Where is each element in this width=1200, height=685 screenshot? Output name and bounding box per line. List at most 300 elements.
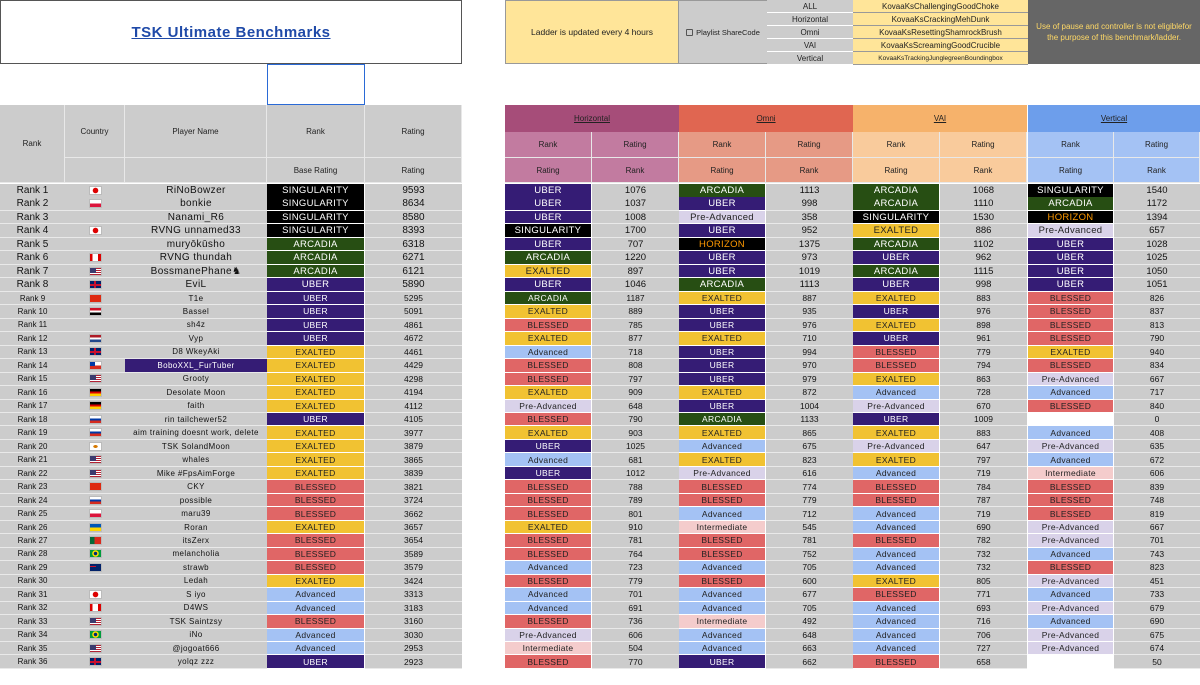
- category-rank-badge: UBER: [679, 319, 766, 333]
- category-rating: 826: [1114, 292, 1200, 306]
- overall-rank-badge: EXALTED: [267, 521, 365, 535]
- category-rating: 1068: [940, 184, 1027, 198]
- category-rating: 733: [1114, 588, 1200, 602]
- category-rating: 606: [592, 629, 679, 643]
- category-rating: 657: [1114, 224, 1200, 238]
- category-rating: 727: [940, 642, 1027, 656]
- flag-gb-icon: [89, 657, 102, 666]
- category-rating: 1004: [766, 400, 853, 414]
- overall-rating: 3313: [365, 588, 462, 602]
- category-rank-badge: BLESSED: [1028, 292, 1114, 306]
- category-rank-badge: EXALTED: [679, 292, 766, 306]
- overall-rating: 4461: [365, 346, 462, 360]
- country-cell: [65, 480, 125, 494]
- overall-rating: 5091: [365, 305, 462, 319]
- rank-label: Rank 12: [0, 332, 65, 346]
- playlist-code[interactable]: KovaaKsResettingShamrockBrush: [853, 26, 1028, 39]
- player-name[interactable]: RVNG unnamed33: [125, 224, 267, 238]
- category-rating: 648: [766, 629, 853, 643]
- overall-rank-badge: EXALTED: [267, 575, 365, 589]
- category-rank-badge: Advanced: [853, 507, 940, 521]
- rank-label: Rank 18: [0, 413, 65, 427]
- overall-rating: 3879: [365, 440, 462, 454]
- country-cell: [65, 278, 125, 292]
- category-rating: 648: [592, 400, 679, 414]
- category-rating: 961: [940, 332, 1027, 346]
- category-rank-badge: Pre-Advanced: [505, 629, 592, 643]
- rank-label: Rank 31: [0, 588, 65, 602]
- flag-us-icon: [89, 455, 102, 464]
- flag-us-icon: [89, 469, 102, 478]
- country-cell: [65, 521, 125, 535]
- rank-label: Rank 15: [0, 373, 65, 387]
- flag-cy-icon: [89, 442, 102, 451]
- category-rank-badge: Advanced: [853, 602, 940, 616]
- category-rating: 663: [766, 642, 853, 656]
- category-rating: 1102: [940, 238, 1027, 252]
- player-name-subheader: [125, 158, 267, 183]
- category-rating-header: Rating: [940, 132, 1027, 158]
- category-rank-badge: EXALTED: [853, 224, 940, 238]
- player-name[interactable]: yolqz zzz: [125, 655, 267, 669]
- category-rank-badge: Advanced: [1028, 453, 1114, 467]
- category-rank-badge: BLESSED: [1028, 359, 1114, 373]
- category-rating: 1133: [766, 413, 853, 427]
- overall-rank-badge: BLESSED: [267, 534, 365, 548]
- overall-rating: 3657: [365, 521, 462, 535]
- category-rank-badge: BLESSED: [679, 575, 766, 589]
- category-rank-badge: Advanced: [679, 440, 766, 454]
- category-rank-badge: BLESSED: [1028, 400, 1114, 414]
- category-rating: 743: [1114, 548, 1200, 562]
- category-rank-badge: BLESSED: [1028, 507, 1114, 521]
- category-rank-badge: Intermediate: [679, 521, 766, 535]
- flag-ru-icon: [89, 428, 102, 437]
- category-rank-badge: BLESSED: [853, 480, 940, 494]
- category-rating: 670: [940, 400, 1027, 414]
- table-row: [0, 494, 1200, 507]
- overall-rank-badge: BLESSED: [267, 494, 365, 508]
- category-rating: 616: [766, 467, 853, 481]
- category-rating: 788: [592, 480, 679, 494]
- category-rating: 865: [766, 426, 853, 440]
- overall-rating: 3724: [365, 494, 462, 508]
- player-name[interactable]: possible: [125, 494, 267, 508]
- overall-rank-badge: Advanced: [267, 629, 365, 643]
- player-name[interactable]: D8 WkeyAki: [125, 346, 267, 360]
- country-cell: [65, 629, 125, 643]
- rank-label: Rank 3: [0, 211, 65, 225]
- player-name[interactable]: Vyp: [125, 332, 267, 346]
- rank-label: Rank 30: [0, 575, 65, 589]
- category-rank-badge: BLESSED: [679, 480, 766, 494]
- category-rating: 823: [1114, 561, 1200, 575]
- player-name[interactable]: BoboXXL_FurTuber: [125, 359, 267, 373]
- grid-icon: [686, 29, 693, 36]
- player-name[interactable]: D4WS: [125, 602, 267, 616]
- category-rating: 1375: [766, 238, 853, 252]
- category-rank-badge: Pre-Advanced: [1028, 575, 1114, 589]
- flag-us-icon: [89, 267, 102, 276]
- category-rank-badge: Advanced: [505, 588, 592, 602]
- category-rating: 693: [940, 602, 1027, 616]
- flag-us-icon: [89, 617, 102, 626]
- player-name[interactable]: @jogoat666: [125, 642, 267, 656]
- country-cell: [65, 575, 125, 589]
- rank-label: Rank 24: [0, 494, 65, 508]
- rank-label: Rank 8: [0, 278, 65, 292]
- country-cell: [65, 534, 125, 548]
- category-title-horizontal[interactable]: Horizontal: [505, 105, 679, 132]
- table-row: [0, 332, 1200, 345]
- overall-rank-badge: ARCADIA: [267, 238, 365, 252]
- playlist-code[interactable]: KovaaKsTrackingJunglegreenBoundingbox: [853, 52, 1028, 65]
- rank-label: Rank 35: [0, 642, 65, 656]
- overall-rating: 9593: [365, 184, 462, 198]
- category-rating: 752: [766, 548, 853, 562]
- player-name[interactable]: RVNG thundah: [125, 251, 267, 265]
- table-row: [0, 373, 1200, 386]
- player-name[interactable]: T1e: [125, 292, 267, 306]
- category-rating: 1700: [592, 224, 679, 238]
- category-rank-badge: Advanced: [505, 602, 592, 616]
- category-rank-badge: EXALTED: [505, 521, 592, 535]
- category-rating: 0: [1114, 413, 1200, 427]
- table-row: [0, 440, 1200, 453]
- table-row: [0, 480, 1200, 493]
- category-subheader: Rank: [766, 158, 853, 183]
- category-rating: 779: [940, 346, 1027, 360]
- player-name[interactable]: faith: [125, 400, 267, 414]
- category-rank-badge: UBER: [505, 184, 592, 198]
- player-name[interactable]: iNo: [125, 629, 267, 643]
- category-rating: 909: [592, 386, 679, 400]
- category-rating: 728: [940, 386, 1027, 400]
- category-rank-badge: EXALTED: [679, 453, 766, 467]
- category-rating: 545: [766, 521, 853, 535]
- category-rating: 979: [766, 373, 853, 387]
- table-row: [0, 224, 1200, 237]
- category-rating: 1187: [592, 292, 679, 306]
- overall-rating: 4105: [365, 413, 462, 427]
- overall-rating: 3662: [365, 507, 462, 521]
- category-rank-badge: BLESSED: [505, 480, 592, 494]
- base-rating-header: Base Rating: [267, 158, 365, 183]
- flag-br-icon: [89, 630, 102, 639]
- country-cell: [65, 386, 125, 400]
- table-row: [0, 507, 1200, 520]
- player-name[interactable]: melancholia: [125, 548, 267, 562]
- category-rank-badge: BLESSED: [679, 548, 766, 562]
- player-name[interactable]: Bassel: [125, 305, 267, 319]
- playlist-code[interactable]: KovaaKsScreamingGoodCrucible: [853, 39, 1028, 52]
- category-rank-badge: UBER: [679, 265, 766, 279]
- category-rank-badge: Pre-Advanced: [1028, 224, 1114, 238]
- category-rating: 779: [592, 575, 679, 589]
- category-rating: 779: [766, 494, 853, 508]
- category-rank-badge: BLESSED: [853, 534, 940, 548]
- rank-label: Rank 25: [0, 507, 65, 521]
- playlist-code[interactable]: KovaaKsChallengingGoodChoke: [853, 0, 1028, 13]
- overall-rating: 3589: [365, 548, 462, 562]
- rank-label: Rank 13: [0, 346, 65, 360]
- country-cell: [65, 224, 125, 238]
- category-rating: 451: [1114, 575, 1200, 589]
- category-rank-badge: BLESSED: [1028, 305, 1114, 319]
- category-rank-badge: ARCADIA: [853, 265, 940, 279]
- flag-au-icon: [89, 563, 102, 572]
- player-name[interactable]: rin tailchewer52: [125, 413, 267, 427]
- category-rating: 701: [592, 588, 679, 602]
- overall-rating: 8634: [365, 197, 462, 211]
- table-row: [0, 184, 1200, 197]
- category-rating: 723: [592, 561, 679, 575]
- category-rank-badge: EXALTED: [853, 319, 940, 333]
- title-box: [0, 0, 462, 64]
- table-row: [0, 426, 1200, 439]
- country-cell: [65, 494, 125, 508]
- category-rank-badge: ARCADIA: [679, 413, 766, 427]
- category-rank-badge: EXALTED: [853, 292, 940, 306]
- overall-rating: 6121: [365, 265, 462, 279]
- category-rating: 1110: [940, 197, 1027, 211]
- table-row: [0, 386, 1200, 399]
- category-rank-badge: Advanced: [679, 629, 766, 643]
- country-cell: [65, 642, 125, 656]
- flag-ua-icon: [89, 523, 102, 532]
- player-name[interactable]: aim training doesnt work, delete: [125, 426, 267, 440]
- player-name[interactable]: TSK Saintzsy: [125, 615, 267, 629]
- table-row: [0, 400, 1200, 413]
- category-rank-badge: BLESSED: [853, 359, 940, 373]
- category-rank-badge: Advanced: [853, 386, 940, 400]
- playlist-category: Vertical: [767, 52, 853, 65]
- category-rank-badge: BLESSED: [1028, 332, 1114, 346]
- country-cell: [65, 251, 125, 265]
- category-rank-badge: Pre-Advanced: [1028, 642, 1114, 656]
- overall-rating: 2923: [365, 655, 462, 669]
- overall-rank-badge: Advanced: [267, 642, 365, 656]
- flag-ru-icon: [89, 415, 102, 424]
- flag-br-icon: [89, 549, 102, 558]
- country-cell: [65, 319, 125, 333]
- overall-rank-badge: EXALTED: [267, 346, 365, 360]
- category-rating: 787: [940, 494, 1027, 508]
- country-cell: [65, 305, 125, 319]
- category-rank-badge: UBER: [853, 332, 940, 346]
- category-rating: 662: [766, 655, 853, 669]
- flag-gb-icon: [89, 347, 102, 356]
- player-name[interactable]: BossmanePhane♞: [125, 265, 267, 279]
- category-rank-badge: BLESSED: [853, 494, 940, 508]
- category-rank-badge: Advanced: [679, 588, 766, 602]
- category-subheader: Rank: [1114, 158, 1200, 183]
- overall-rank-badge: SINGULARITY: [267, 224, 365, 238]
- category-rating: 504: [592, 642, 679, 656]
- playlist-category: Horizontal: [767, 13, 853, 26]
- category-rank-badge: BLESSED: [505, 507, 592, 521]
- country-subheader: [65, 158, 125, 183]
- overall-rank-badge: Advanced: [267, 602, 365, 616]
- category-rank-badge: UBER: [853, 251, 940, 265]
- category-rating: 1025: [1114, 251, 1200, 265]
- flag-pl-icon: [89, 509, 102, 518]
- category-rank-badge: Intermediate: [505, 642, 592, 656]
- category-rating: 801: [592, 507, 679, 521]
- country-cell: [65, 332, 125, 346]
- country-cell: [65, 467, 125, 481]
- player-name[interactable]: Nanami_R6: [125, 211, 267, 225]
- category-rank-badge: EXALTED: [505, 265, 592, 279]
- category-rating: 910: [592, 521, 679, 535]
- player-name[interactable]: Roran: [125, 521, 267, 535]
- category-rank-badge: UBER: [505, 238, 592, 252]
- category-rank-badge: UBER: [679, 251, 766, 265]
- category-rank-badge: BLESSED: [505, 373, 592, 387]
- table-row: [0, 238, 1200, 251]
- overall-rank-badge: SINGULARITY: [267, 197, 365, 211]
- category-rating: 701: [1114, 534, 1200, 548]
- flag-ca-icon: [89, 603, 102, 612]
- category-rating: 764: [592, 548, 679, 562]
- flag-cl-icon: [89, 361, 102, 370]
- overall-rank-badge: UBER: [267, 655, 365, 669]
- category-rating-header: Rating: [1114, 132, 1200, 158]
- category-title-omni[interactable]: Omni: [679, 105, 853, 132]
- overall-rating: 4194: [365, 386, 462, 400]
- overall-rating: 3030: [365, 629, 462, 643]
- category-rating: 819: [1114, 507, 1200, 521]
- category-rank-badge: Pre-Advanced: [853, 440, 940, 454]
- category-rank-badge: Advanced: [679, 507, 766, 521]
- overall-rank-badge: EXALTED: [267, 467, 365, 481]
- player-name[interactable]: Grooty: [125, 373, 267, 387]
- category-rank-badge: Advanced: [1028, 615, 1114, 629]
- category-rating: 1076: [592, 184, 679, 198]
- category-rating: 716: [940, 615, 1027, 629]
- overall-rank-badge: BLESSED: [267, 548, 365, 562]
- category-rank-badge: Advanced: [853, 615, 940, 629]
- player-name[interactable]: Desolate Moon: [125, 386, 267, 400]
- category-rating: 797: [940, 453, 1027, 467]
- overall-rating: 3821: [365, 480, 462, 494]
- category-rating: 834: [1114, 359, 1200, 373]
- category-rating: 706: [940, 629, 1027, 643]
- country-cell: [65, 615, 125, 629]
- player-name[interactable]: maru39: [125, 507, 267, 521]
- category-rank-badge: BLESSED: [679, 494, 766, 508]
- country-cell: [65, 400, 125, 414]
- player-name[interactable]: bonkie: [125, 197, 267, 211]
- selected-cell[interactable]: [267, 64, 365, 105]
- overall-rank-badge: EXALTED: [267, 453, 365, 467]
- category-rating: 898: [940, 319, 1027, 333]
- flag-jp-icon: [89, 226, 102, 235]
- category-rating: 794: [940, 359, 1027, 373]
- category-rating: 1025: [592, 440, 679, 454]
- category-rating: 771: [940, 588, 1027, 602]
- category-rank-badge: EXALTED: [505, 332, 592, 346]
- category-rank-badge: EXALTED: [679, 386, 766, 400]
- category-rating: 790: [592, 413, 679, 427]
- overall-rating: 5295: [365, 292, 462, 306]
- country-cell: [65, 548, 125, 562]
- category-rating: 823: [766, 453, 853, 467]
- player-name[interactable]: whales: [125, 453, 267, 467]
- category-rank-badge: BLESSED: [505, 615, 592, 629]
- category-subheader: Rating: [853, 158, 940, 183]
- overall-rank-badge: BLESSED: [267, 615, 365, 629]
- overall-rating: 3579: [365, 561, 462, 575]
- category-rating: 837: [1114, 305, 1200, 319]
- category-rating: 600: [766, 575, 853, 589]
- category-rating: 1113: [766, 278, 853, 292]
- category-subheader: Rating: [505, 158, 592, 183]
- player-name[interactable]: strawb: [125, 561, 267, 575]
- player-name[interactable]: EviL: [125, 278, 267, 292]
- category-rating: 1051: [1114, 278, 1200, 292]
- category-rank-badge: Pre-Advanced: [1028, 521, 1114, 535]
- overall-rating: 3839: [365, 467, 462, 481]
- overall-rating: 3865: [365, 453, 462, 467]
- category-rank-badge: EXALTED: [505, 305, 592, 319]
- player-name[interactable]: RiNoBowzer: [125, 184, 267, 198]
- category-title-vertical[interactable]: Vertical: [1028, 105, 1200, 132]
- player-name[interactable]: muryōkūsho: [125, 238, 267, 252]
- flag-de-icon: [89, 401, 102, 410]
- overall-rating: 4298: [365, 373, 462, 387]
- rank-label: Rank 27: [0, 534, 65, 548]
- category-rating: 690: [940, 521, 1027, 535]
- category-rating: 1008: [592, 211, 679, 225]
- player-name[interactable]: sh4z: [125, 319, 267, 333]
- table-row: [0, 278, 1200, 291]
- country-cell: [65, 197, 125, 211]
- rank-label: Rank 11: [0, 319, 65, 333]
- category-rank-badge: UBER: [505, 197, 592, 211]
- flag-pl-icon: [89, 199, 102, 208]
- table-row: [0, 359, 1200, 372]
- category-rating: 797: [592, 373, 679, 387]
- overall-rating: 8580: [365, 211, 462, 225]
- category-rank-badge: [1028, 655, 1114, 669]
- category-rank-badge: EXALTED: [1028, 346, 1114, 360]
- overall-rating: 3424: [365, 575, 462, 589]
- category-title-vai[interactable]: VAI: [853, 105, 1027, 132]
- category-rank-badge: BLESSED: [505, 319, 592, 333]
- playlist-code[interactable]: KovaaKsCrackingMehDunk: [853, 13, 1028, 26]
- category-rating: 889: [592, 305, 679, 319]
- benchmark-title-link[interactable]: TSK Ultimate Benchmarks: [131, 23, 331, 41]
- player-name[interactable]: CKY: [125, 480, 267, 494]
- rank-label: Rank 23: [0, 480, 65, 494]
- category-rank-badge: BLESSED: [1028, 319, 1114, 333]
- overall-rank-badge: UBER: [267, 305, 365, 319]
- category-rating: 784: [940, 480, 1027, 494]
- player-name[interactable]: S iyo: [125, 588, 267, 602]
- player-name[interactable]: Mike #FpsAimForge: [125, 467, 267, 481]
- country-cell: [65, 184, 125, 198]
- player-name[interactable]: itsZerx: [125, 534, 267, 548]
- player-name[interactable]: TSK SolandMoon: [125, 440, 267, 454]
- overall-rating: 4861: [365, 319, 462, 333]
- category-rank-badge: Advanced: [505, 561, 592, 575]
- rank-label: Rank 17: [0, 400, 65, 414]
- category-rating: 1009: [940, 413, 1027, 427]
- overall-rank-badge: UBER: [267, 278, 365, 292]
- category-rating: 358: [766, 211, 853, 225]
- player-name[interactable]: Ledah: [125, 575, 267, 589]
